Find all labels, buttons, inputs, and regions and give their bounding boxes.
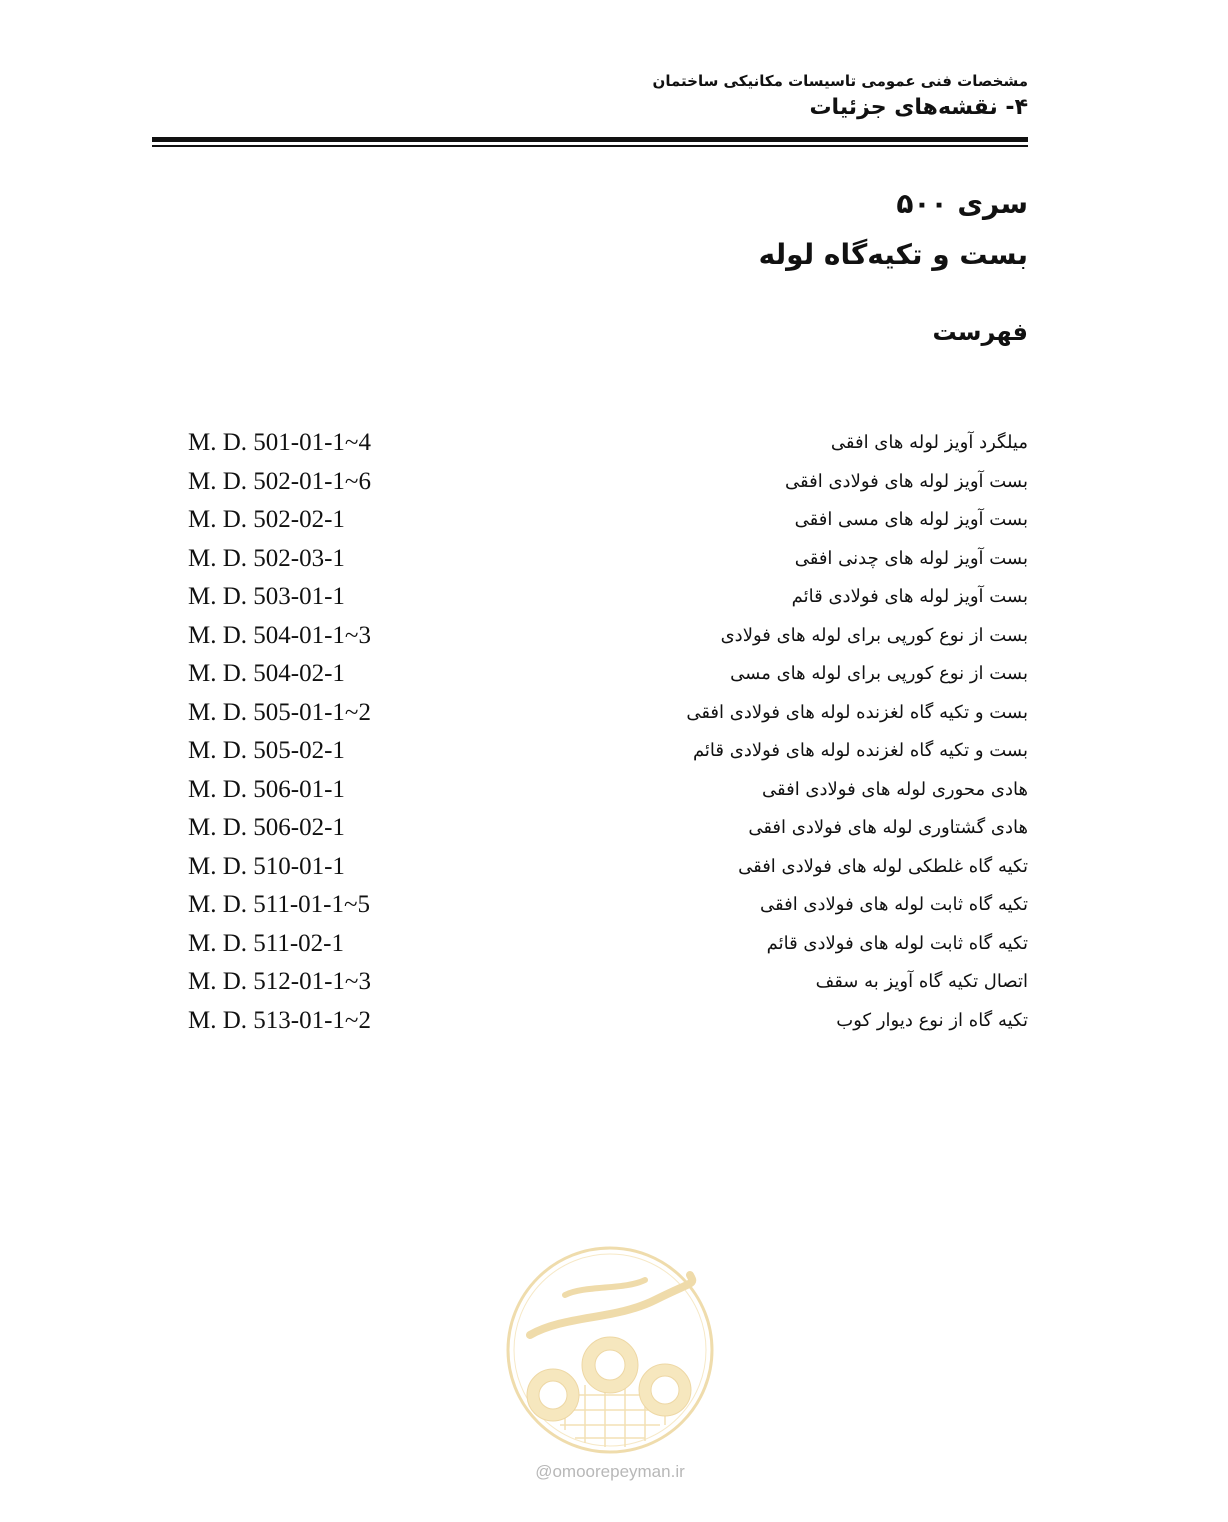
section-heading [628,180,1028,282]
header-subtitle: مشخصات فنی عمومی تاسیسات مکانیکی ساختمان [652,72,1028,90]
toc-row [188,501,1028,540]
toc-row [188,732,1028,771]
toc-label: بست از نوع کورپی برای لوله های مسی [730,663,1028,684]
toc-row [188,1002,1028,1041]
toc-row [188,424,1028,463]
toc-code: M. D. 503-01-1 [188,583,345,610]
toc-row [188,963,1028,1002]
toc-row [188,809,1028,848]
toc-code: M. D. 511-01-1~5 [188,891,371,918]
page-header [368,70,1028,124]
header-divider [152,137,1028,149]
toc-row [188,925,1028,964]
toc-row [188,886,1028,925]
toc-row [188,463,1028,502]
toc-list [188,424,1028,1040]
toc-label: اتصال تکیه گاه آویز به سقف [815,971,1028,992]
header-divider-thin [152,145,1028,147]
toc-label: تکیه گاه ثابت لوله های فولادی قائم [766,932,1028,954]
toc-code: M. D. 512-01-1~3 [188,968,371,995]
toc-row [188,848,1028,887]
toc-label: بست و تکیه گاه لغزنده لوله های فولادی افقی [686,701,1028,723]
toc-label: هادی محوری لوله های فولادی افقی [761,778,1028,800]
section-title: بست و تکیه‌گاه لوله [758,238,1028,271]
toc-code: M. D. 502-03-1 [188,544,345,572]
toc-label: تکیه گاه ثابت لوله های فولادی افقی [760,894,1028,915]
toc-code: M. D. 506-01-1 [188,775,345,803]
toc-label: میلگرد آویز لوله های افقی [830,432,1028,453]
toc-row [188,655,1028,694]
watermark-seal-icon [505,1245,715,1455]
toc-row [188,694,1028,733]
toc-heading: فهرست [932,318,1028,346]
watermark-logo [505,1245,715,1455]
header-divider-thick [152,137,1028,142]
toc-row [188,617,1028,656]
toc-code: M. D. 502-01-1~6 [188,467,371,495]
toc-label: بست آویز لوله های فولادی قائم [791,586,1028,607]
toc-label: بست و تکیه گاه لغزنده لوله های فولادی قائم [692,740,1028,761]
toc-code: M. D. 506-02-1 [188,814,345,841]
toc-code: M. D. 501-01-1~4 [188,429,371,456]
toc-code: M. D. 513-01-1~2 [188,1006,371,1034]
toc-row [188,771,1028,810]
toc-row [188,540,1028,579]
toc-code: M. D. 505-02-1 [188,737,345,764]
toc-label: هادی گشتاوری لوله های فولادی افقی [748,817,1028,838]
watermark-url: @omoorepeyman.ir [535,1462,685,1481]
toc-code: M. D. 502-02-1 [188,506,345,533]
toc-code: M. D. 504-01-1~3 [188,621,371,649]
toc-label: تکیه گاه از نوع دیوار کوب [836,1009,1028,1031]
toc-label: بست آویز لوله های چدنی افقی [794,547,1028,569]
toc-label: بست آویز لوله های مسی افقی [794,509,1028,530]
toc-label: بست از نوع کورپی برای لوله های فولادی [720,624,1028,646]
header-title: ۴- نقشه‌های جزئیات [809,95,1028,120]
toc-code: M. D. 504-02-1 [188,660,345,687]
series-title: سری ۵۰۰ [896,187,1028,220]
toc-row [188,578,1028,617]
toc-label: بست آویز لوله های فولادی افقی [785,470,1028,492]
toc-code: M. D. 510-01-1 [188,852,345,880]
toc-code: M. D. 511-02-1 [188,929,345,957]
toc-code: M. D. 505-01-1~2 [188,698,371,726]
toc-label: تکیه گاه غلطکی لوله های فولادی افقی [738,855,1028,877]
